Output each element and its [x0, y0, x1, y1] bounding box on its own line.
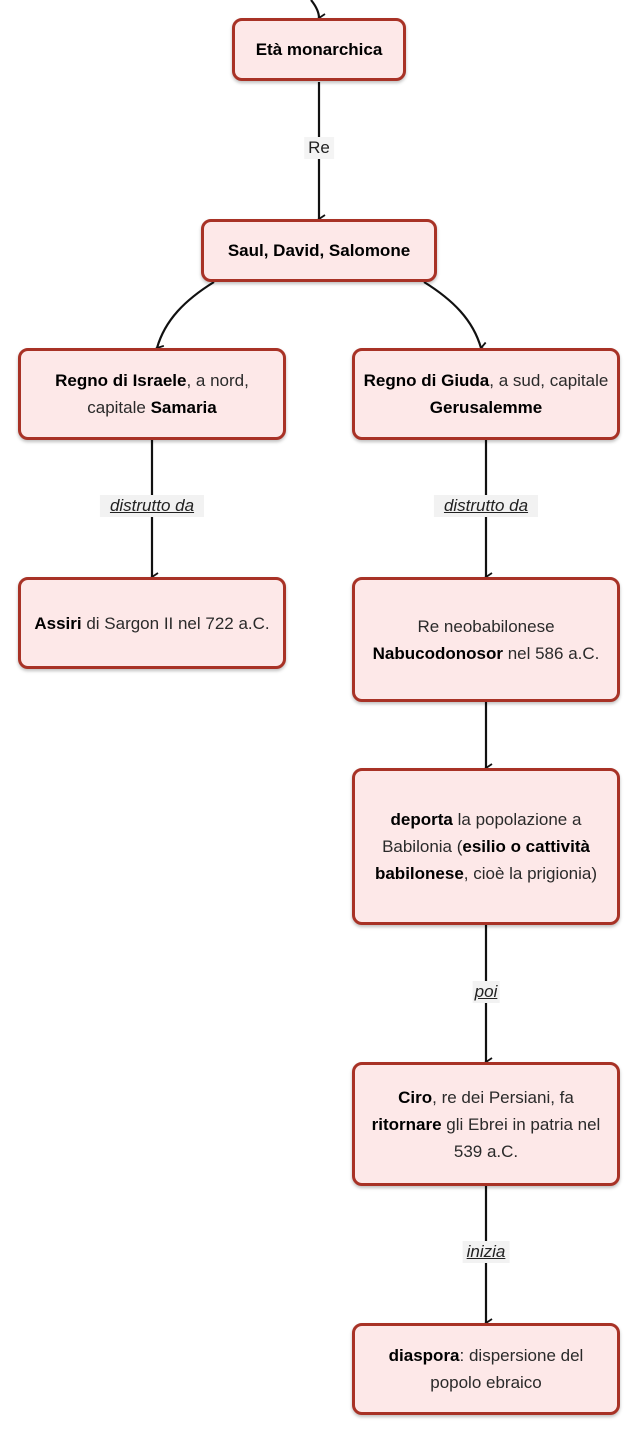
- israele-bold-2: Samaria: [150, 398, 217, 417]
- node-saul-david-salomone[interactable]: [201, 219, 437, 282]
- node-eta-monarchica[interactable]: [232, 18, 406, 81]
- israele-bold-1: Regno di Israele: [55, 371, 187, 390]
- nabu-text-1: nel 586 a.C.: [502, 643, 600, 663]
- ciro-bold-1: Ciro: [398, 1087, 433, 1107]
- node-eta-monarchica-text: Età monarchica: [255, 40, 383, 59]
- edge-label-distrutto-da-left: distrutto da: [100, 495, 204, 517]
- node-saul-text: Saul, David, Salomone: [227, 241, 411, 260]
- edge-label-distrutto-da-right: distrutto da: [434, 495, 538, 517]
- node-regno-israele[interactable]: [18, 348, 286, 440]
- edge-saul-to-israele: [157, 282, 214, 348]
- node-ciro[interactable]: [352, 1062, 620, 1186]
- node-diaspora[interactable]: [352, 1323, 620, 1415]
- deporta-bold-2: esilio o cattività babilonese: [374, 837, 590, 883]
- node-regno-giuda[interactable]: [352, 348, 620, 440]
- ciro-text-2: gli Ebrei in patria nel 539 a.C.: [441, 1114, 601, 1161]
- deporta-text-2: , cioè la prigionia): [463, 864, 598, 883]
- edge-saul-to-giuda: [424, 282, 481, 348]
- ciro-bold-2: ritornare: [371, 1114, 442, 1134]
- edge-label-poi: poi: [474, 982, 498, 1001]
- edge-top-to-eta: [311, 0, 319, 18]
- israele-text-1: , a nord, capitale: [87, 371, 249, 417]
- deporta-bold-1: deporta: [390, 810, 453, 829]
- assiri-text-1: di Sargon II nel 722 a.C.: [81, 613, 270, 633]
- assiri-bold-1: Assiri: [34, 613, 82, 633]
- nabu-bold-1: Nabucodonosor: [372, 643, 503, 663]
- node-nabucodonosor[interactable]: [352, 577, 620, 702]
- giuda-bold-2: Gerusalemme: [429, 398, 543, 417]
- node-assiri[interactable]: [18, 577, 286, 669]
- giuda-bold-1: Regno di Giuda: [363, 371, 490, 390]
- ciro-text-1: , re dei Persiani, fa: [432, 1087, 574, 1107]
- node-deporta[interactable]: [352, 768, 620, 925]
- diaspora-text-1: : dispersione del popolo ebraico: [430, 1346, 584, 1392]
- diaspora-bold-1: diaspora: [388, 1346, 460, 1365]
- edge-label-re: Re: [304, 137, 334, 159]
- nabu-text-0: Re neobabilonese: [417, 616, 555, 636]
- deporta-text-1: la popolazione a Babilonia (: [382, 810, 582, 856]
- giuda-text-1: , a sud, capitale: [489, 371, 609, 390]
- edge-label-inizia: inizia: [463, 1241, 510, 1263]
